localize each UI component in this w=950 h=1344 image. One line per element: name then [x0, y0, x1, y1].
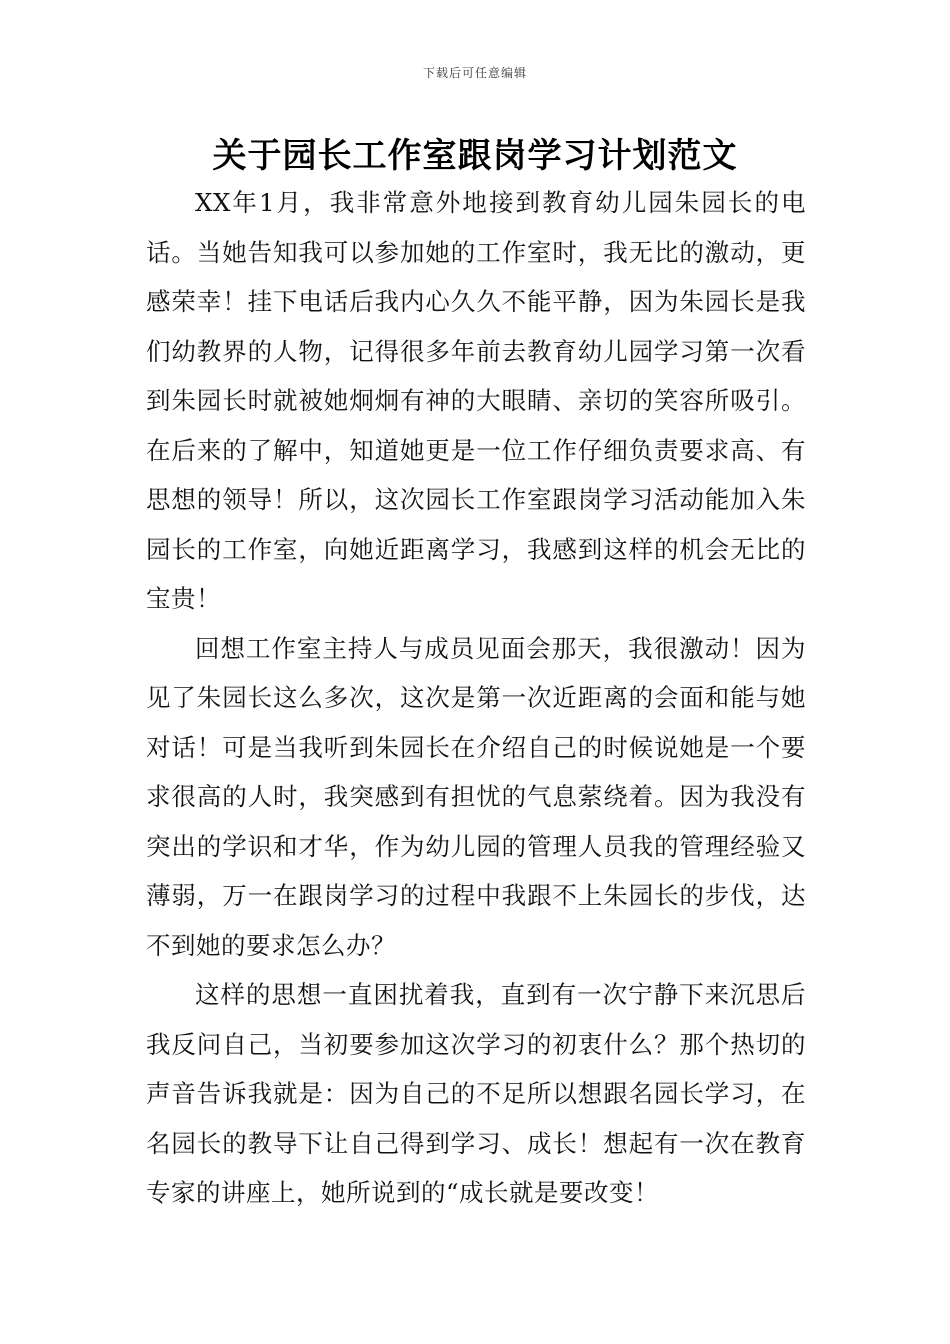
paragraph-2: 回想工作室主持人与成员见面会那天，我很激动！因为见了朱园长这么多次，这次是第一次近距离的会面和能与她对话！可是当我听到朱园长在介绍自己的时候说她是一个要求很高的人时，我突感到有担忧的气息萦绕着。因为我没有突出的学识和才华，作为幼儿园的管理人员我的管理经验又薄弱，万一在跟岗学习的过程中我跟不上朱园长的步伐，达不到她的要求怎么办？: [146, 633, 806, 960]
paragraph-3: 这样的思想一直困扰着我，直到有一次宁静下来沉思后我反问自己，当初要参加这次学习的初衷什么？那个热切的声音告诉我就是：因为自己的不足所以想跟名园长学习，在名园长的教导下让自己得到学习、成长！想起有一次在教育专家的讲座上，她所说到的“成长就是要改变！: [146, 980, 806, 1207]
page-header-note: 下载后可任意编辑: [422, 66, 527, 80]
document-body: [146, 178, 806, 1218]
paragraph-1: XX年1月，我非常意外地接到教育幼儿园朱园长的电话。当她告知我可以参加她的工作室时，我无比的激动，更感荣幸！挂下电话后我内心久久不能平静，因为朱园长是我们幼教界的人物，记得很多年前去教育幼儿园学习第一次看到朱园长时就被她炯炯有神的大眼睛、亲切的笑容所吸引。在后来的了解中，知道她更是一位工作仔细负责要求高、有思想的领导！所以，这次园长工作室跟岗学习活动能加入朱园长的工作室，向她近距离学习，我感到这样的机会无比的宝贵！: [146, 188, 806, 613]
document-title: 关于园长工作室跟岗学习计划范文: [212, 136, 738, 176]
